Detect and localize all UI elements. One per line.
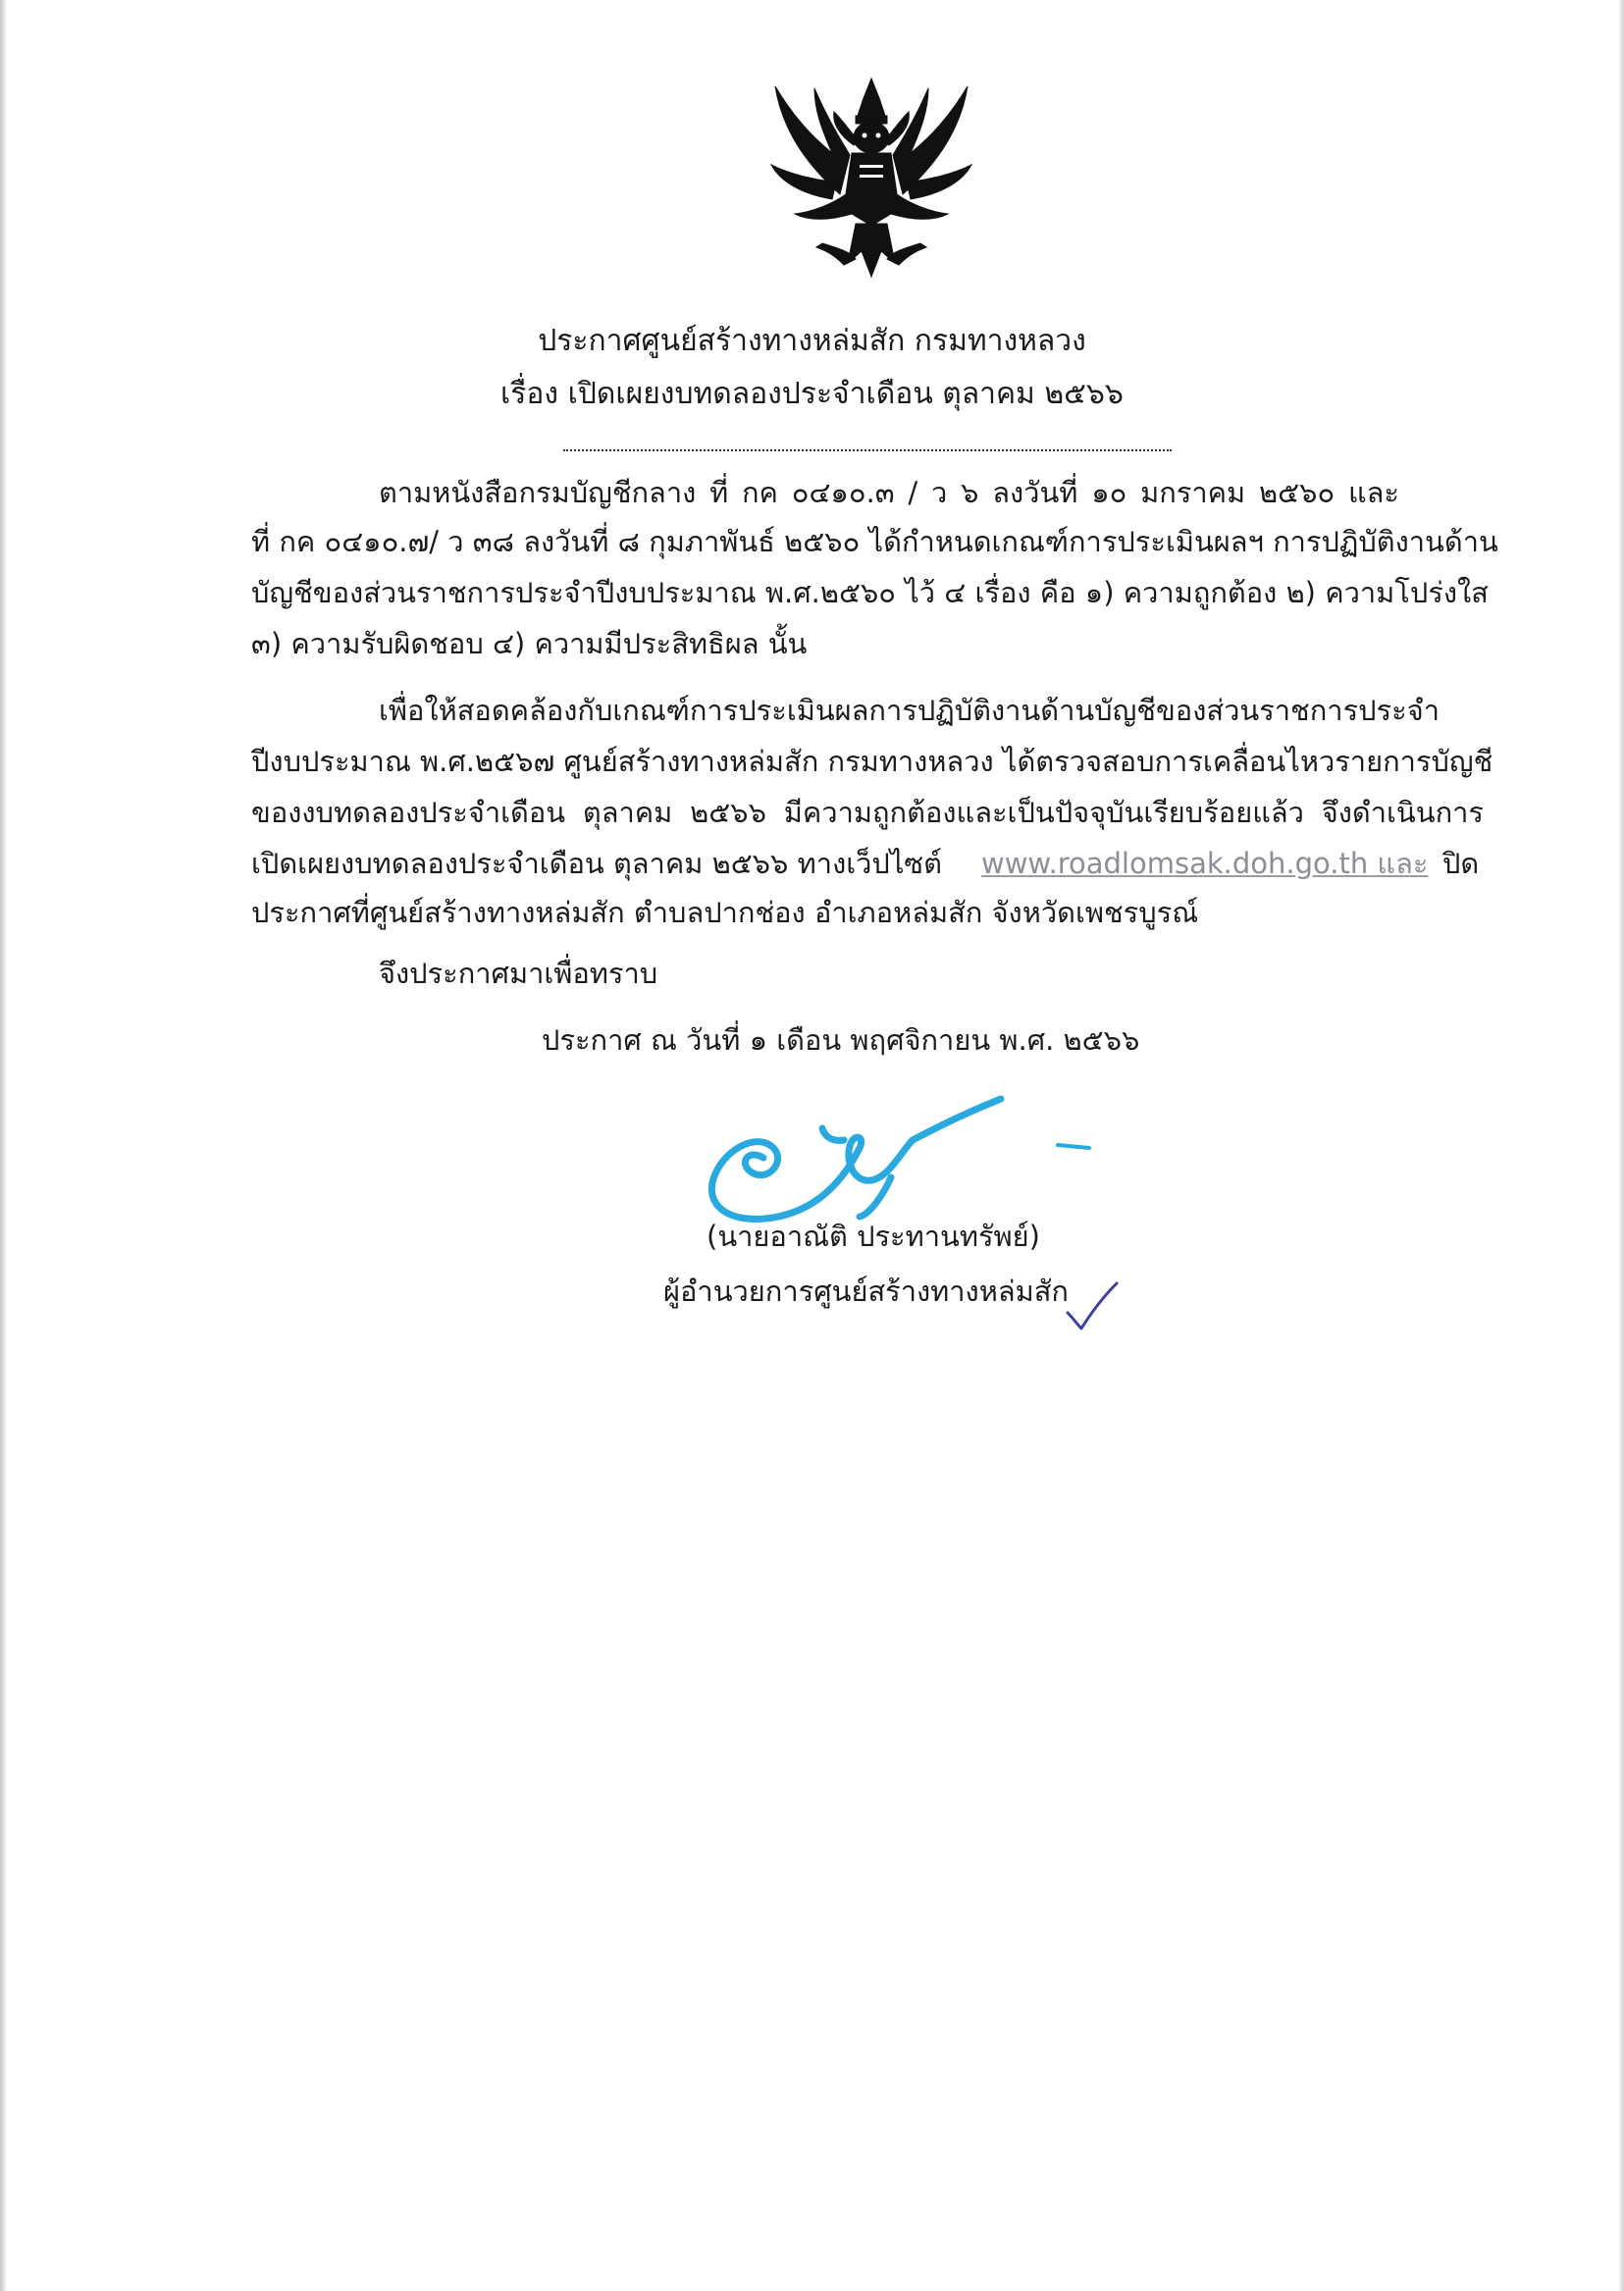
body-p1-line-2: ที่ กค ๐๔๑๐.๗/ ว ๓๘ ลงวันที่ ๘ กุมภาพันธ์ ๒๕๖๐ ได้กำหนดเกณฑ์การประเมินผลฯ การปฏิบัติงานด้าน [251,525,1498,558]
checkmark-icon [1062,1276,1121,1334]
body-p1-line-3: บัญชีของส่วนราชการประจำปีงบประมาณ พ.ศ.๒๕๖๐ ไว้ ๔ เรื่อง คือ ๑) ความถูกต้อง ๒) ความโปร่งใส [251,576,1489,609]
body-p2-line-4-prefix: เปิดเผยงบทดลองประจำเดือน ตุลาคม ๒๕๖๖ ทางเว็ปไซต์ [251,847,942,880]
dotted-divider [563,449,1172,451]
body-p1-line-1: ตามหนังสือกรมบัญชีกลาง ที่ กค ๐๔๑๐.๓ / ว ๖ ลงวันที่ ๑๐ มกราคม ๒๕๖๐ และ [379,476,1399,509]
body-p2-line-3: ของงบทดลองประจำเดือน ตุลาคม ๒๕๖๖ มีความถูกต้องและเป็นปัจจุบันเรียบร้อยแล้ว จึงดำเนินการ [251,796,1484,829]
garuda-emblem-icon [754,77,989,292]
announcement-date: ประกาศ ณ วันที่ ๑ เดือน พฤศจิกายน พ.ศ. ๒๕๖๖ [542,1023,1140,1057]
body-p2-line-5: ประกาศที่ศูนย์สร้างทางหล่มสัก ตำบลปากช่อง อำเภอหล่มสัก จังหวัดเพชรบูรณ์ [251,896,1199,929]
signatory-name: (นายอาณัติ ประทานทรัพย์) [707,1220,1040,1253]
signatory-position: ผู้อำนวยการศูนย์สร้างทางหล่มสัก [663,1275,1069,1308]
handwritten-signature [677,1089,1168,1236]
closing-line: จึงประกาศมาเพื่อทราบ [379,957,658,990]
body-p1-line-4: ๓) ความรับผิดชอบ ๔) ความมีประสิทธิผล นั้น [251,627,808,660]
body-p2-line-1: เพื่อให้สอดคล้องกับเกณฑ์การประเมินผลการปฏิบัติงานด้านบัญชีของส่วนราชการประจำ [379,694,1440,727]
body-p2-line-2: ปีงบประมาณ พ.ศ.๒๕๖๗ ศูนย์สร้างทางหล่มสัก กรมทางหลวง ได้ตรวจสอบการเคลื่อนไหวรายการบัญชี [251,745,1493,778]
body-p2-line-4-suffix: ปิด [1442,847,1480,880]
website-link[interactable]: www.roadlomsak.doh.go.th และ [981,847,1429,880]
announcement-title: ประกาศศูนย์สร้างทางหล่มสัก กรมทางหลวง [538,324,1086,358]
announcement-subject: เรื่อง เปิดเผยงบทดลองประจำเดือน ตุลาคม ๒๕๖๖ [500,377,1124,411]
